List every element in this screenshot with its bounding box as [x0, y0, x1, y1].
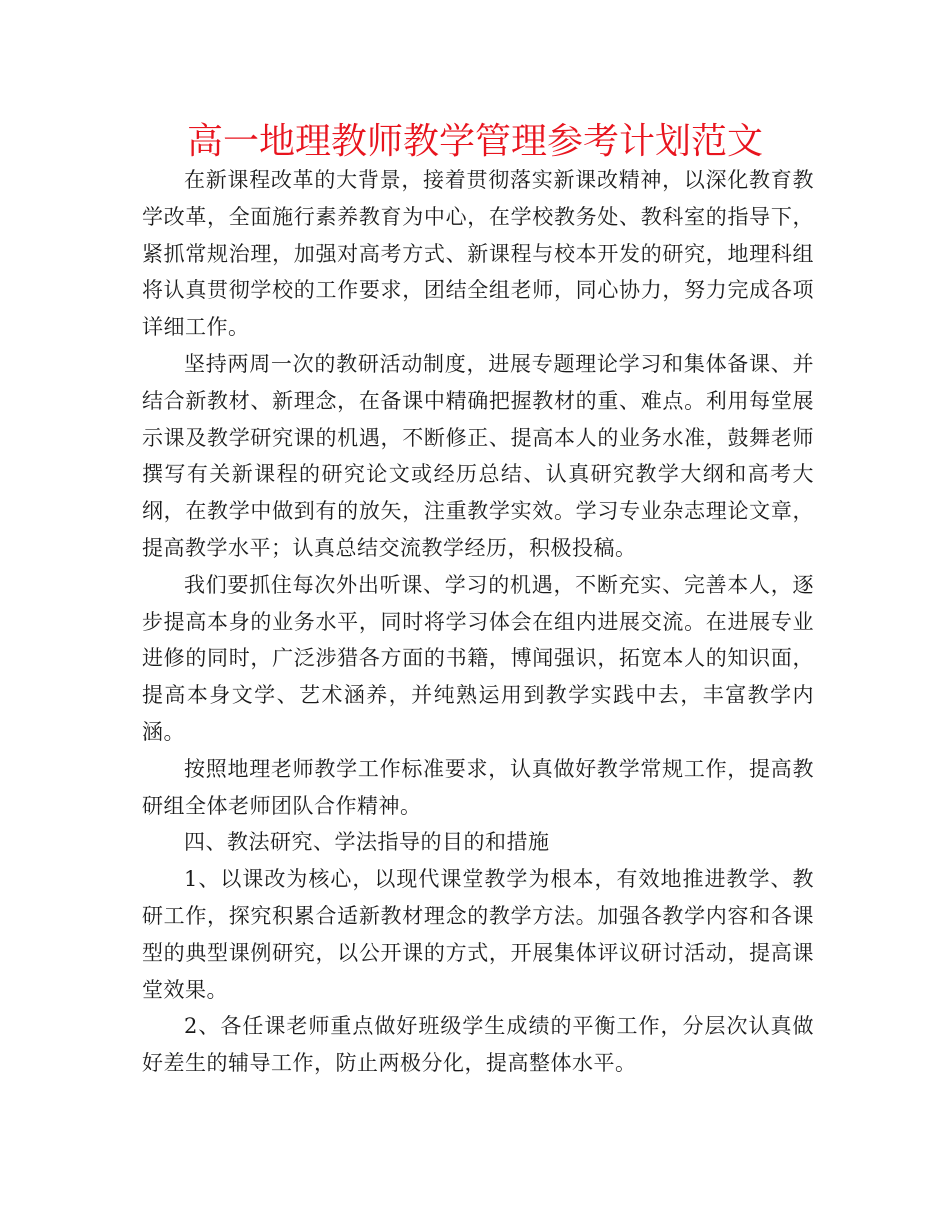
paragraph: 我们要抓住每次外出听课、学习的机遇，不断充实、完善本人，逐步提高本身的业务水平，同时将学习体会在组内进展交流。在进展专业进修的同时，广泛涉猎各方面的书籍，博闻强识，拓宽本人的知识面，提高本身文学、艺术涵养，并纯熟运用到教学实践中去，丰富教学内涵。	[142, 572, 814, 744]
paragraph: 按照地理老师教学工作标准要求，认真做好教学常规工作，提高教研组全体老师团队合作精神。	[142, 756, 814, 818]
document-title: 高一地理教师教学管理参考计划范文	[186, 121, 763, 162]
section-heading: 四、教法研究、学法指导的目的和措施	[184, 830, 550, 855]
paragraph: 2、各任课老师重点做好班级学生成绩的平衡工作，分层次认真做好差生的辅导工作，防止两极分化，提高整体水平。	[142, 1014, 814, 1076]
paragraph: 坚持两周一次的教研活动制度，进展专题理论学习和集体备课、并结合新教材、新理念，在备课中精确把握教材的重、难点。利用每堂展示课及教学研究课的机遇，不断修正、提高本人的业务水准，鼓舞老师撰写有关新课程的研究论文或经历总结、认真研究教学大纲和高考大纲，在教学中做到有的放矢，注重教学实效。学习专业杂志理论文章，提高教学水平；认真总结交流教学经历，积极投稿。	[142, 351, 814, 560]
paragraph: 在新课程改革的大背景，接着贯彻落实新课改精神，以深化教育教学改革，全面施行素养教育为中心，在学校教务处、教科室的指导下，紧抓常规治理，加强对高考方式、新课程与校本开发的研究，地理科组将认真贯彻学校的工作要求，团结全组老师，同心协力，努力完成各项详细工作。	[142, 168, 814, 340]
document-body	[142, 162, 814, 1082]
paragraph: 1、以课改为核心，以现代课堂教学为根本，有效地推进教学、教研工作，探究积累合适新教材理念的教学方法。加强各教学内容和各课型的典型课例研究，以公开课的方式，开展集体评议研讨活动，提高课堂效果。	[142, 867, 814, 1002]
